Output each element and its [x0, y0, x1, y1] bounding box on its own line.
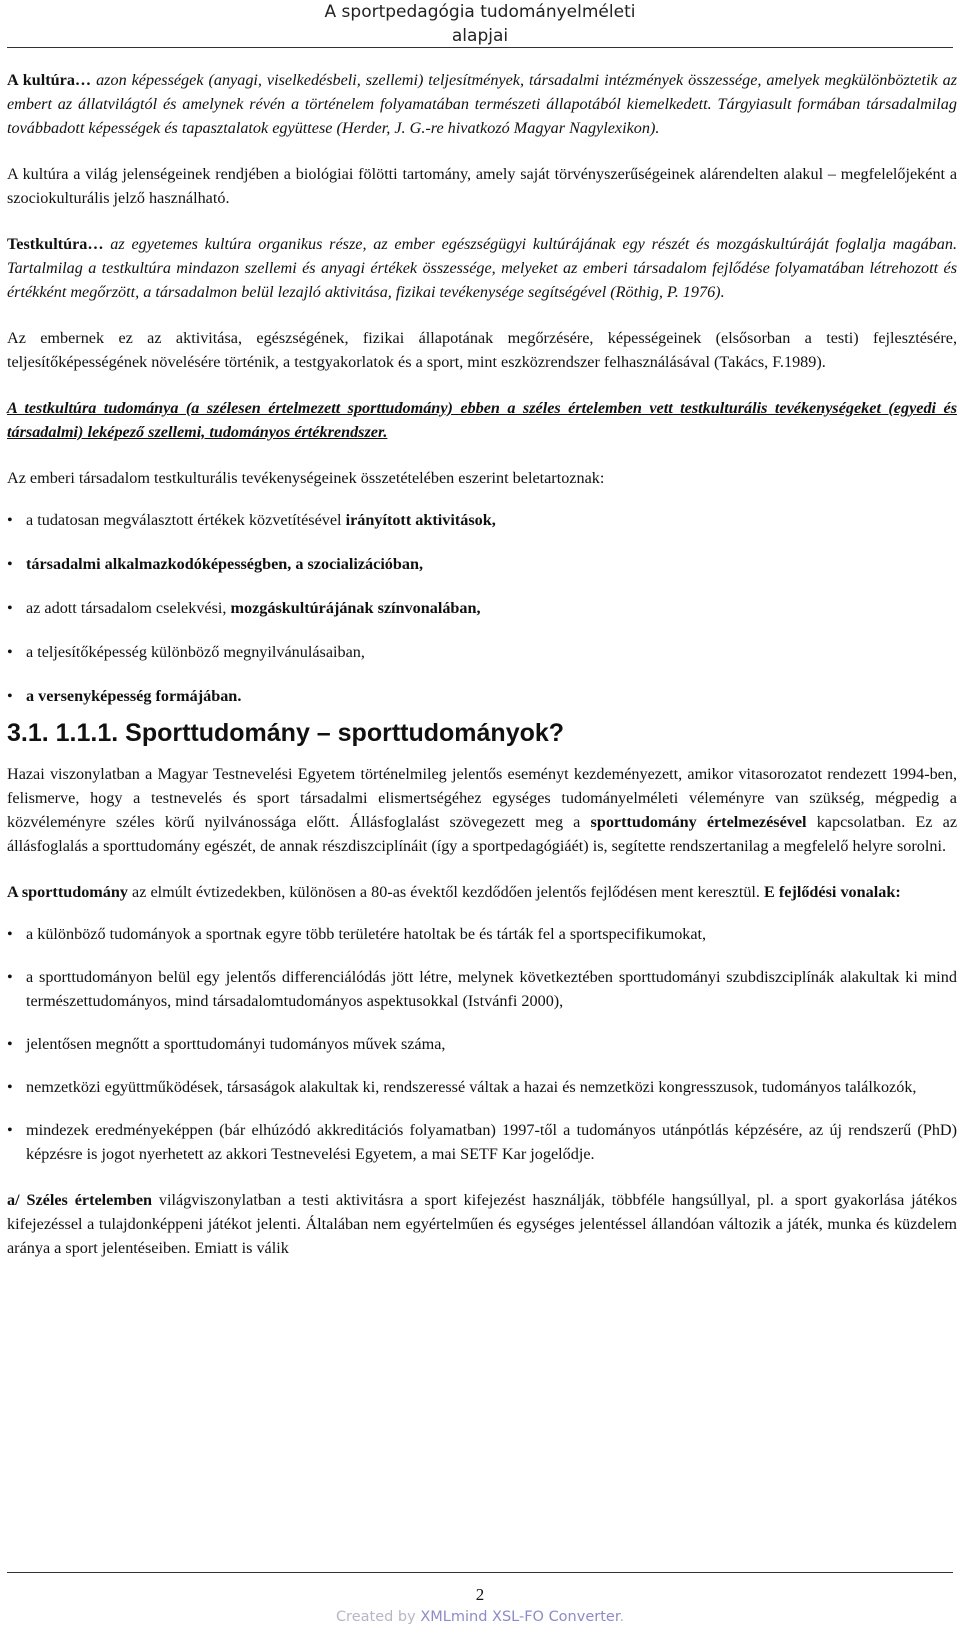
bullet-dot: •: [7, 555, 13, 573]
paragraph-aktivitas: Az embernek ez az aktivitása, egészségének, fizikai állapotának megőrzésére, képességeinek (elsősorban a testi) fejlesztésére, teljesítőképességének növelésére történik, a testgyakorlatok és a sport, mint eszközrendszer felhasználásával (Takács, F.1989).: [7, 329, 957, 371]
bullet-list-fejlodesi-vonalak: [7, 922, 957, 1166]
kultura-definition-text: azon képességek (anyagi, viselkedésbeli, szellemi) teljesítmények, társadalmi intézmények összessége, amelyek megkülönböztetik az embert az állatvilágtól és amelynek révén a történelem folyamatában természeti állapotából kiemelkedett. Tárgyiasult formában társadalmilag továbbadott képességek és tapasztalatok együttese (Herder, J. G.-re hivatkozó Magyar Nagylexikon).: [7, 71, 957, 137]
list-item: • a versenyképesség formájában.: [7, 684, 957, 708]
list-item: • nemzetközi együttműködések, társaságok alakultak ki, rendszeressé váltak a hazai és nemzetközi kongresszusok, tudományos találkozók,: [7, 1075, 957, 1099]
page-number: 2: [475, 1585, 485, 1604]
term-testkultura: Testkultúra…: [7, 235, 104, 253]
term-kultura: A kultúra…: [7, 71, 92, 89]
paragraph-testkultura-tudomanya: A testkultúra tudománya (a szélesen értelmezett sporttudomány) ebben a széles értelemben vett testkulturális tevékenységeket (egyedi és társadalmi) leképező szellemi, tudományos értékrendszer.: [7, 399, 957, 441]
list-item: • jelentősen megnőtt a sporttudományi tudományos művek száma,: [7, 1032, 957, 1056]
section-heading: 3.1. 1.1.1. Sporttudomány – sporttudományok?: [7, 719, 565, 747]
bullet-list-testkulturalis: [7, 508, 957, 708]
page-footer: [7, 1572, 953, 1627]
list-item: • a tudatosan megválasztott értékek közvetítésével irányított aktivitások,: [7, 508, 957, 532]
document-body: [7, 68, 957, 1260]
bullet-dot: •: [7, 687, 13, 705]
paragraph-beletartoznak: Az emberi társadalom testkulturális tevékenységeinek összetételében eszerint beletartoznak:: [7, 469, 605, 487]
converter-credit: Created by XMLmind XSL-FO Converter.: [335, 1609, 625, 1625]
paragraph-testkultura-definition: [7, 232, 957, 304]
paragraph-kultura-definition: [7, 68, 957, 140]
header-title-line1: A sportpedagógia tudományelméleti: [324, 2, 636, 22]
list-item: • az adott társadalom cselekvési, mozgáskultúrájának színvonalában,: [7, 596, 957, 620]
list-item: • a teljesítőképesség különböző megnyilvánulásaiban,: [7, 640, 957, 664]
testkultura-definition-text: az egyetemes kultúra organikus része, az ember egészségügyi kultúrájának egy részét és mozgáskultúráját foglalja magában. Tartalmilag a testkultúra mindazon szellemi és anyagi értékek összessége, melyeket az emberi társadalom fejlődése folyamatában létrehozott és értékként megőrzött, a társadalmon belül lezajló aktivitása, fizikai tevékenysége segítségével (Röthig, P. 1976).: [7, 235, 957, 301]
paragraph-kultura-biological: A kultúra a világ jelenségeinek rendjében a biológiai fölötti tartomány, amely saját törvényszerűségeinek alárendelten alakul – megfelelőjeként a szociokulturális jelző használható.: [7, 165, 957, 207]
paragraph-szeles-ertelemben: a/ Széles értelemben világviszonylatban a testi aktivitásra a sport kifejezést használják, többféle hangsúllyal, pl. a sport gyakorlása játékos kifejezéssel a tulajdonképpeni játékot jelenti. Általában nem egyértelműen és egységes jelentéssel állandóan változik a játék, munka és küzdelem aránya a sport jelentéseiben. Emiatt is válik: [7, 1191, 957, 1257]
header-title-line2: alapjai: [451, 26, 509, 46]
paragraph-sporttudomany-fejlodes: A sporttudomány az elmúlt évtizedekben, különösen a 80-as évektől kezdődően jelentős fejlődésen ment keresztül. E fejlődési vonalak:: [7, 883, 901, 901]
list-item: • a különböző tudományok a sportnak egyre több területére hatoltak be és tárták fel a sportspecifikumokat,: [7, 922, 957, 946]
bullet-dot: •: [7, 511, 13, 529]
bullet-dot: •: [7, 925, 13, 943]
page-header: [7, 0, 953, 48]
bullet-dot: •: [7, 968, 13, 986]
bullet-dot: •: [7, 643, 13, 661]
list-item: • társadalmi alkalmazkodóképességben, a szocializációban,: [7, 552, 957, 576]
list-item: • a sporttudományon belül egy jelentős differenciálódás jött létre, melynek következtében sporttudományi szubdiszciplínák alakultak ki mind természettudományos, mind társadalomtudományos aspektusokkal (Istvánfi 2000),: [7, 965, 957, 1013]
paragraph-hazai-viszonylat: Hazai viszonylatban a Magyar Testnevelési Egyetem történelmileg jelentős eseményt kezdeményezett, amikor vitasorozatot rendezett 1994-ben, felismerve, hogy a testnevelés és sport társadalmi elismertségéhez egységes tudományelméleti véleményre van szükség, mégpedig a közvéleményre széles körű nyilvánossága előtt. Állásfoglalást szövegezett meg a sporttudomány értelmezésével kapcsolatban. Ez az állásfoglalás a sporttudomány egészét, de annak részdiszciplínáit (így a sportpedagógiáét) is, segítette rendszertanilag a megfelelő helyre sorolni.: [7, 765, 957, 855]
bullet-dot: •: [7, 599, 13, 617]
list-item: • mindezek eredményeképpen (bár elhúzódó akkreditációs folyamatban) 1997-től a tudományos utánpótlás képzésére, az új rendszerű (PhD) képzésre is jogot nyerhetett az akkori Testnevelési Egyetem, a mai SETF Kar jogelődje.: [7, 1118, 957, 1166]
bullet-dot: •: [7, 1121, 13, 1139]
converter-link[interactable]: XMLmind XSL-FO Converter: [420, 1609, 620, 1625]
bullet-dot: •: [7, 1078, 13, 1096]
bullet-dot: •: [7, 1035, 13, 1053]
